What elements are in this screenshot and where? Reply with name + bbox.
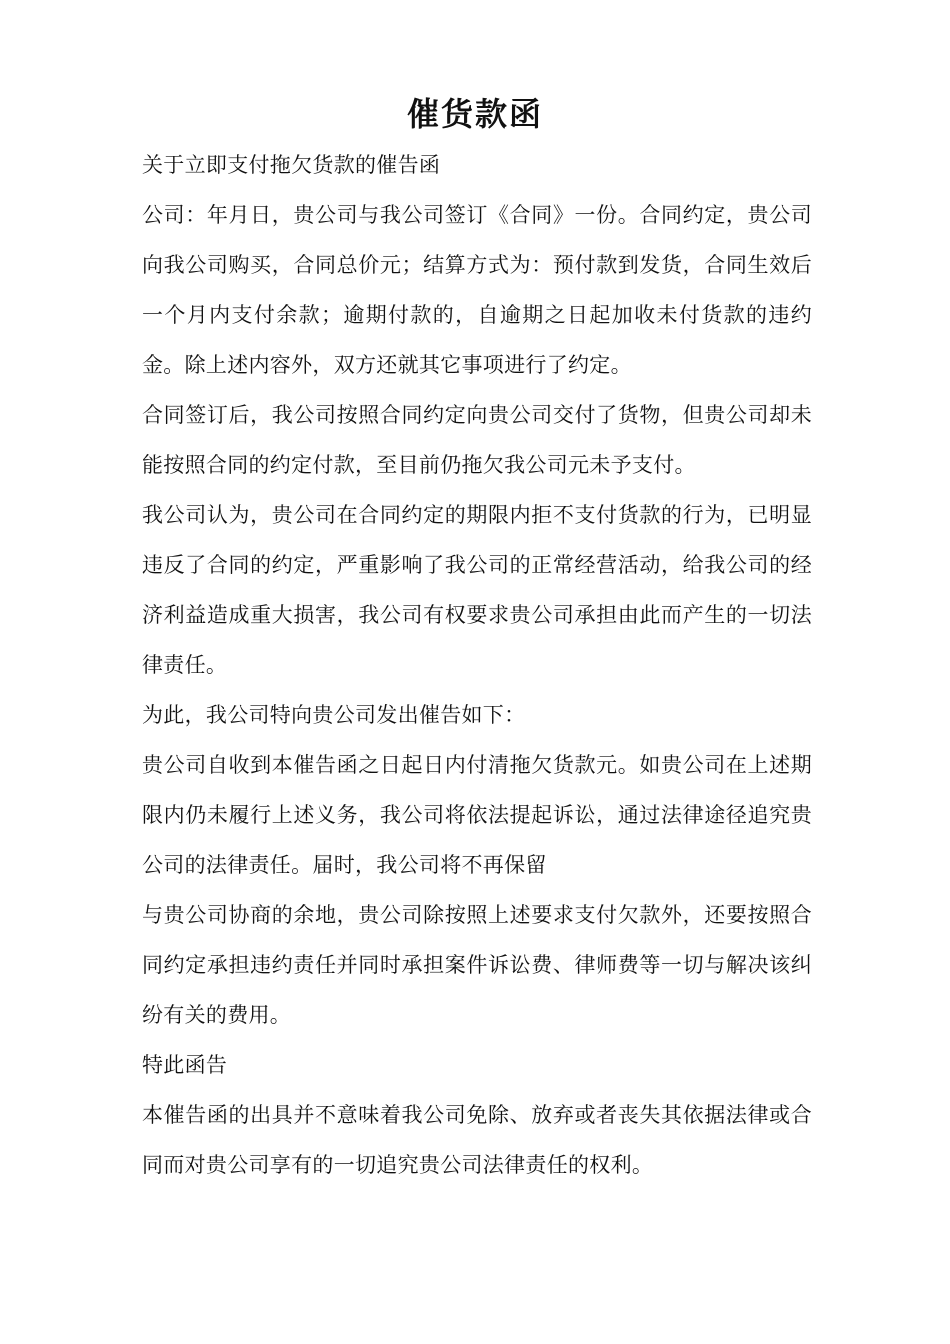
document-body [142, 140, 812, 1190]
paragraph-notice-intro: 为此，我公司特向贵公司发出催告如下： [142, 703, 526, 727]
paragraph-demand: 贵公司自收到本催告函之日起日内付清拖欠货款元。如贵公司在上述期限内仍未履行上述义务，我公司将依法提起诉讼，通过法律途径追究贵公司的法律责任。届时，我公司将不再保留 [142, 753, 812, 877]
paragraph-contract-terms: 公司：年月日，贵公司与我公司签订《合同》一份。合同约定，贵公司向我公司购买，合同总价元；结算方式为：预付款到发货，合同生效后一个月内支付余款；逾期付款的，自逾期之日起加收未付货款的违约金。除上述内容外，双方还就其它事项进行了约定。 [142, 203, 812, 377]
paragraph-breach: 我公司认为，贵公司在合同约定的期限内拒不支付货款的行为，已明显违反了合同的约定，严重影响了我公司的正常经营活动，给我公司的经济利益造成重大损害，我公司有权要求贵公司承担由此而产生的一切法律责任。 [142, 503, 812, 677]
subject-line: 关于立即支付拖欠货款的催告函 [142, 153, 441, 177]
paragraph-costs: 与贵公司协商的余地，贵公司除按照上述要求支付欠款外，还要按照合同约定承担违约责任并同时承担案件诉讼费、律师费等一切与解决该纠纷有关的费用。 [142, 903, 812, 1027]
paragraph-rights-reserved: 本催告函的出具并不意味着我公司免除、放弃或者丧失其依据法律或合同而对贵公司享有的一切追究贵公司法律责任的权利。 [142, 1103, 812, 1177]
paragraph-delivery: 合同签订后，我公司按照合同约定向贵公司交付了货物，但贵公司却未能按照合同的约定付款，至目前仍拖欠我公司元未予支付。 [142, 403, 812, 477]
closing-line: 特此函告 [142, 1053, 228, 1077]
document-title: 催货款函 [406, 95, 543, 133]
